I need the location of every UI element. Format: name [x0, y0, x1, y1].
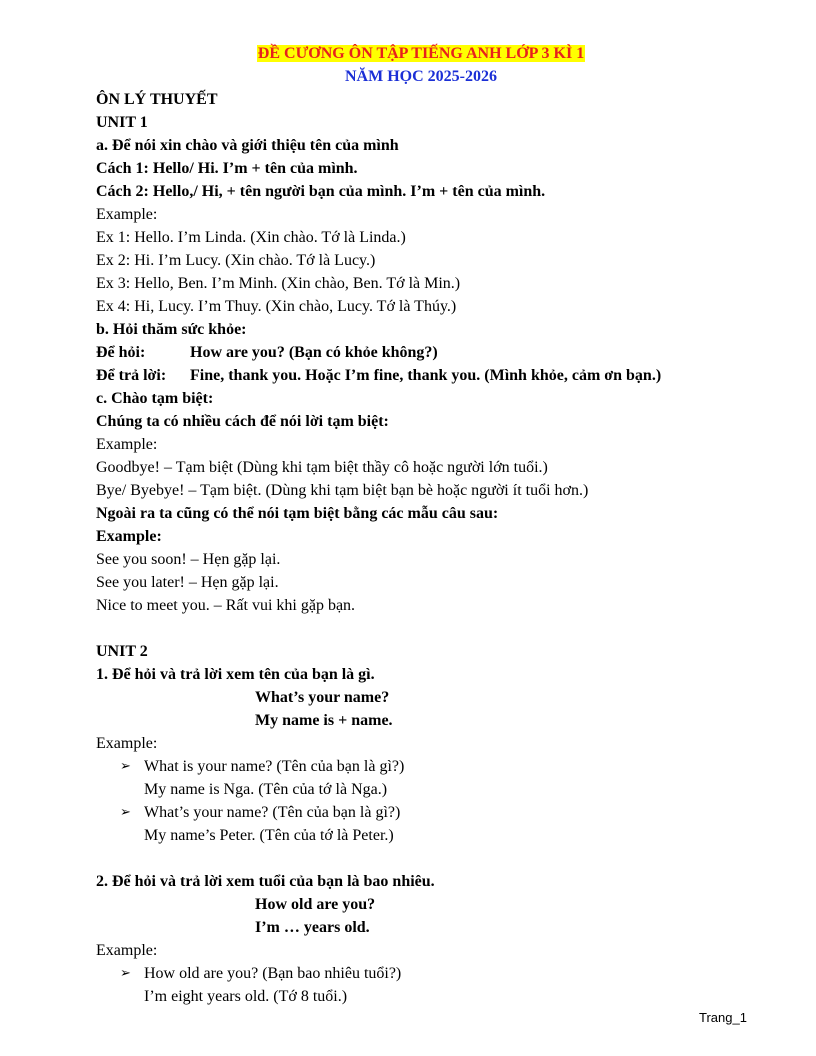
unit1-example-3: Ex 3: Hello, Ben. I’m Minh. (Xin chào, Ben. Tớ là Min.) [96, 275, 461, 292]
list-item-answer: My name’s Peter. (Tên của tớ là Peter.) [144, 827, 394, 844]
spacer [96, 847, 726, 870]
theory-heading: ÔN LÝ THUYẾT [96, 91, 218, 108]
unit2-s2-pattern-answer: I’m … years old. [255, 919, 370, 936]
document-body [96, 42, 726, 1008]
unit1-more-example-2: See you later! – Hẹn gặp lại. [96, 574, 279, 591]
list-item [96, 962, 726, 985]
unit1-example-4: Ex 4: Hi, Lucy. I’m Thuy. (Xin chào, Lucy. Tớ là Thúy.) [96, 298, 457, 315]
unit2-s1-example-label: Example: [96, 735, 158, 752]
arrow-bullet-icon: ➢ [120, 805, 131, 820]
unit1-example-2: Ex 2: Hi. I’m Lucy. (Xin chào. Tớ là Lucy.) [96, 252, 376, 269]
unit1-answer-row [96, 364, 726, 387]
unit2-s1-pattern-answer: My name is + name. [255, 712, 393, 729]
document-title: ĐỀ CƯƠNG ÔN TẬP TIẾNG ANH LỚP 3 KÌ 1 [257, 45, 585, 62]
unit1-example-1: Ex 1: Hello. I’m Linda. (Xin chào. Tớ là Linda.) [96, 229, 406, 246]
unit1-goodbye-1: Goodbye! – Tạm biệt (Dùng khi tạm biệt thầy cô hoặc người lớn tuổi.) [96, 459, 548, 476]
unit1-a-heading: a. Để nói xin chào và giới thiệu tên của mình [96, 137, 399, 154]
unit1-way2: Cách 2: Hello,/ Hi, + tên người bạn của mình. I’m + tên của mình. [96, 183, 546, 200]
unit1-c-heading: c. Chào tạm biệt: [96, 390, 214, 407]
page-number: Trang_1 [699, 1010, 747, 1025]
list-item [96, 755, 726, 778]
unit1-more-intro: Ngoài ra ta cũng có thể nói tạm biệt bằng các mẫu câu sau: [96, 505, 499, 522]
arrow-bullet-icon: ➢ [120, 759, 131, 774]
unit1-heading: UNIT 1 [96, 114, 148, 131]
unit1-example-label: Example: [96, 206, 158, 223]
ask-text: How are you? (Bạn có khỏe không?) [190, 344, 438, 361]
list-item-question: What’s your name? (Tên của bạn là gì?) [144, 804, 401, 821]
unit2-heading: UNIT 2 [96, 643, 148, 660]
unit2-s2-example-label: Example: [96, 942, 158, 959]
unit1-more-example-3: Nice to meet you. – Rất vui khi gặp bạn. [96, 597, 356, 614]
unit2-s1-pattern-question: What’s your name? [255, 689, 390, 706]
list-item-answer: I’m eight years old. (Tớ 8 tuổi.) [144, 988, 348, 1005]
list-item-question: What is your name? (Tên của bạn là gì?) [144, 758, 405, 775]
unit1-c-intro: Chúng ta có nhiều cách để nói lời tạm biệt: [96, 413, 389, 430]
unit1-c-example-label: Example: [96, 436, 158, 453]
unit1-way1: Cách 1: Hello/ Hi. I’m + tên của mình. [96, 160, 358, 177]
unit2-s1-heading: 1. Để hỏi và trả lời xem tên của bạn là gì. [96, 666, 375, 683]
ask-label: Để hỏi: [96, 344, 146, 361]
unit2-s2-pattern-question: How old are you? [255, 896, 376, 913]
document-subtitle: NĂM HỌC 2025-2026 [345, 68, 497, 85]
answer-text: Fine, thank you. Hoặc I’m fine, thank you. (Mình khỏe, cảm ơn bạn.) [190, 367, 662, 384]
list-item-question: How old are you? (Bạn bao nhiêu tuổi?) [144, 965, 402, 982]
list-item-answer: My name is Nga. (Tên của tớ là Nga.) [144, 781, 388, 798]
answer-label: Để trả lời: [96, 367, 167, 384]
unit2-s2-heading: 2. Để hỏi và trả lời xem tuổi của bạn là bao nhiêu. [96, 873, 435, 890]
unit1-goodbye-2: Bye/ Byebye! – Tạm biệt. (Dùng khi tạm biệt bạn bè hoặc người ít tuổi hơn.) [96, 482, 589, 499]
unit1-b-heading: b. Hỏi thăm sức khỏe: [96, 321, 247, 338]
unit1-more-example-1: See you soon! – Hẹn gặp lại. [96, 551, 281, 568]
unit1-ask-row [96, 341, 726, 364]
spacer [96, 617, 726, 640]
list-item [96, 801, 726, 824]
arrow-bullet-icon: ➢ [120, 966, 131, 981]
unit1-more-example-label: Example: [96, 528, 162, 545]
